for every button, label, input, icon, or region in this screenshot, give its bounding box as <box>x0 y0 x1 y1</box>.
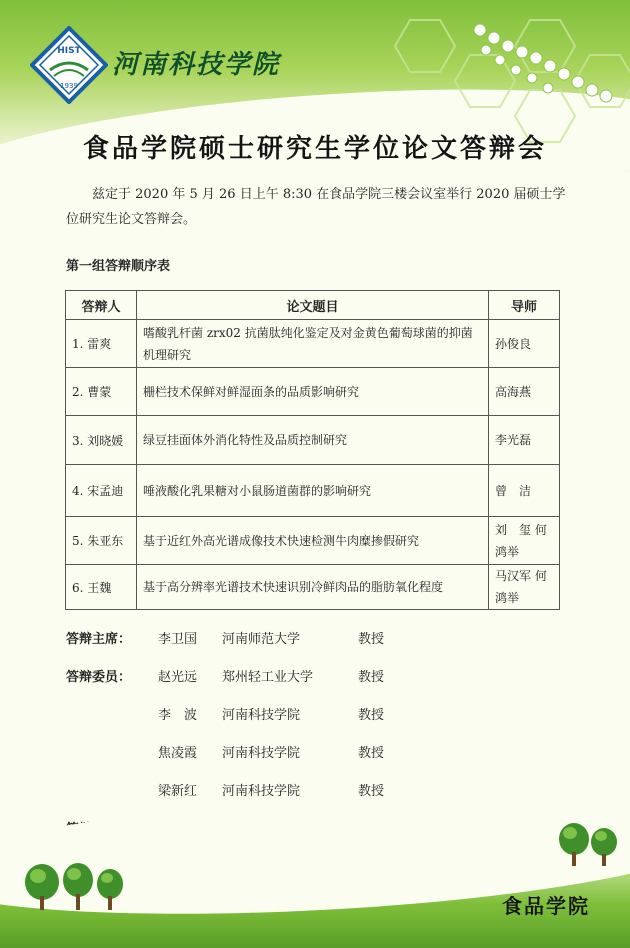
tree-icon <box>556 822 622 866</box>
student-name: 3. 刘晓媛 <box>66 416 137 465</box>
advisor: 孙俊良 <box>489 320 560 368</box>
committee-row <box>66 666 408 704</box>
committee-role: 答辩委员： <box>66 670 132 685</box>
committee-title: 教授 <box>358 670 385 685</box>
committee-org: 河南师范大学 <box>222 632 301 647</box>
committee-name: 焦凌霞 <box>158 746 198 761</box>
committee-row <box>66 628 408 666</box>
committee-name: 赵光远 <box>158 670 198 685</box>
student-name: 1. 雷爽 <box>66 320 137 368</box>
table-row <box>66 416 560 465</box>
thesis-topic: 嗜酸乳杆菌 zrx02 抗菌肽纯化鉴定及对金黄色葡萄球菌的抑菌机理研究 <box>137 320 489 368</box>
group-title: 第一组答辩顺序表 <box>66 259 171 274</box>
header-advisor: 导师 <box>489 291 560 320</box>
header-topic: 论文题目 <box>137 291 489 320</box>
committee-row <box>66 742 408 780</box>
committee-title: 教授 <box>358 746 385 761</box>
committee-name: 李卫国 <box>158 632 198 647</box>
footer-organization: 食品学院 <box>502 894 590 918</box>
committee-row <box>66 704 408 742</box>
committee-org: 河南科技学院 <box>222 746 301 761</box>
advisor: 刘 玺 何鸿举 <box>489 517 560 565</box>
table-row <box>66 368 560 416</box>
tree-icon <box>22 862 132 912</box>
thesis-topic: 栅栏技术保鲜对鲜湿面条的品质影响研究 <box>137 368 489 416</box>
student-name: 6. 王魏 <box>66 565 137 610</box>
page-title: 食品学院硕士研究生学位论文答辩会 <box>82 134 547 164</box>
defense-schedule-table <box>65 290 560 610</box>
thesis-topic: 唾液酸化乳果糖对小鼠肠道菌群的影响研究 <box>137 465 489 517</box>
committee-name: 李 波 <box>158 708 198 723</box>
committee-role: 答辩主席： <box>66 632 132 647</box>
thesis-topic: 绿豆挂面体外消化特性及品质控制研究 <box>137 416 489 465</box>
advisor: 马汉军 何鸿举 <box>489 565 560 610</box>
advisor: 高海燕 <box>489 368 560 416</box>
committee-title: 教授 <box>358 632 385 647</box>
header-student: 答辩人 <box>66 291 137 320</box>
committee-org: 河南科技学院 <box>222 708 301 723</box>
committee-title: 教授 <box>358 784 385 799</box>
committee-org: 郑州轻工业大学 <box>222 670 314 685</box>
intro-paragraph: 兹定于 2020 年 5 月 26 日上午 8:30 在食品学院三楼会议室举行 2020 届硕士学位研究生论文答辩会。 <box>66 187 566 227</box>
table-row <box>66 465 560 517</box>
thesis-topic: 基于近红外高光谱成像技术快速检测牛肉糜掺假研究 <box>137 517 489 565</box>
thesis-topic: 基于高分辨率光谱技术快速识别冷鲜肉品的脂肪氧化程度 <box>137 565 489 610</box>
committee-name: 梁新红 <box>158 784 198 799</box>
logo-year-text: 1939 <box>60 82 78 90</box>
student-name: 4. 宋孟迪 <box>66 465 137 517</box>
table-row <box>66 517 560 565</box>
logo-short-text: HIST <box>57 46 81 56</box>
table-row <box>66 320 560 368</box>
table-row <box>66 565 560 610</box>
committee-title: 教授 <box>358 708 385 723</box>
student-name: 2. 曹蒙 <box>66 368 137 416</box>
table-header-row <box>66 291 560 320</box>
advisor: 曾 洁 <box>489 465 560 517</box>
committee-org: 河南科技学院 <box>222 784 301 799</box>
advisor: 李光磊 <box>489 416 560 465</box>
school-name: 河南科技学院 <box>112 50 281 80</box>
student-name: 5. 朱亚东 <box>66 517 137 565</box>
school-logo <box>30 26 108 104</box>
